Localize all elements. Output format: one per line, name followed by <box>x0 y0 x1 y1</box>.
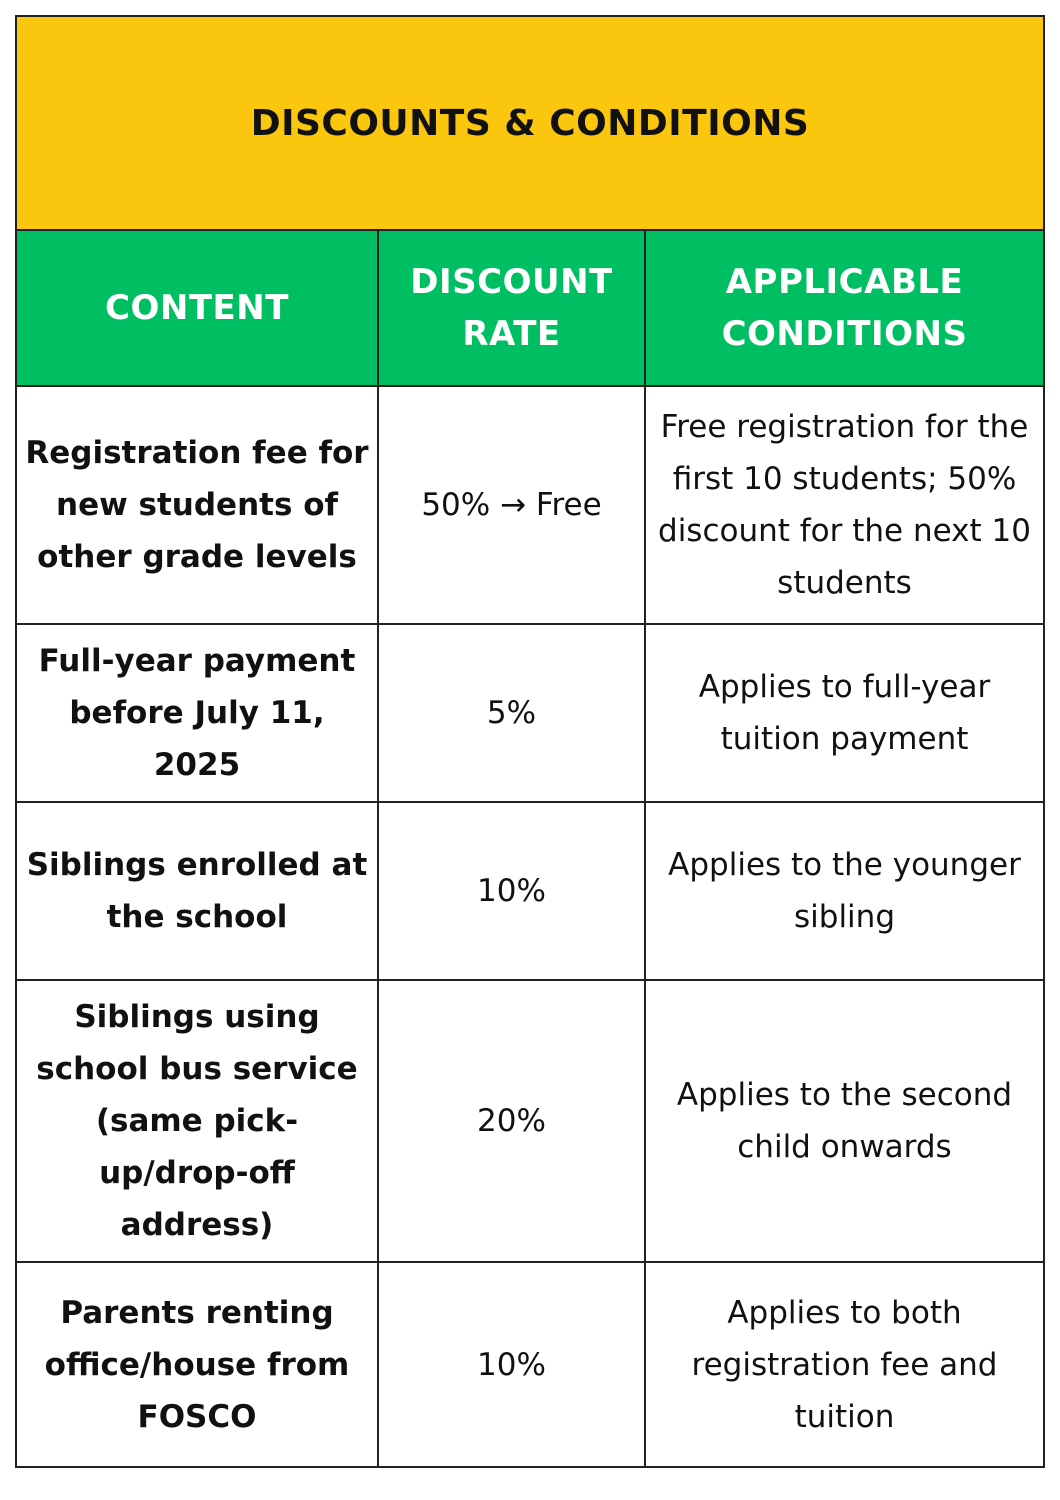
row-conditions: Applies to the second child onwards <box>645 980 1043 1262</box>
row-conditions: Free registration for the first 10 students; 50% discount for the next 10 students <box>645 386 1043 624</box>
table-title: DISCOUNTS & CONDITIONS <box>17 17 1043 231</box>
table-row <box>17 980 1043 1262</box>
table-row <box>17 1262 1043 1466</box>
row-conditions: Applies to full-year tuition payment <box>645 624 1043 802</box>
header-content: CONTENT <box>17 231 378 386</box>
row-content: Siblings using school bus service (same pick-up/drop-off address) <box>17 980 378 1262</box>
row-content: Parents renting office/house from FOSCO <box>17 1262 378 1466</box>
row-discount-rate: 5% <box>378 624 645 802</box>
table-row <box>17 802 1043 980</box>
discounts-table <box>17 231 1043 1466</box>
table-row <box>17 624 1043 802</box>
header-applicable-conditions: APPLICABLE CONDITIONS <box>645 231 1043 386</box>
discounts-table-card <box>15 15 1045 1468</box>
row-discount-rate: 50% → Free <box>378 386 645 624</box>
table-row <box>17 386 1043 624</box>
row-content: Siblings enrolled at the school <box>17 802 378 980</box>
header-row <box>17 231 1043 386</box>
row-content: Registration fee for new students of other grade levels <box>17 386 378 624</box>
header-discount-rate: DISCOUNT RATE <box>378 231 645 386</box>
row-content: Full-year payment before July 11, 2025 <box>17 624 378 802</box>
row-discount-rate: 10% <box>378 1262 645 1466</box>
row-conditions: Applies to both registration fee and tuition <box>645 1262 1043 1466</box>
row-discount-rate: 10% <box>378 802 645 980</box>
row-conditions: Applies to the younger sibling <box>645 802 1043 980</box>
row-discount-rate: 20% <box>378 980 645 1262</box>
